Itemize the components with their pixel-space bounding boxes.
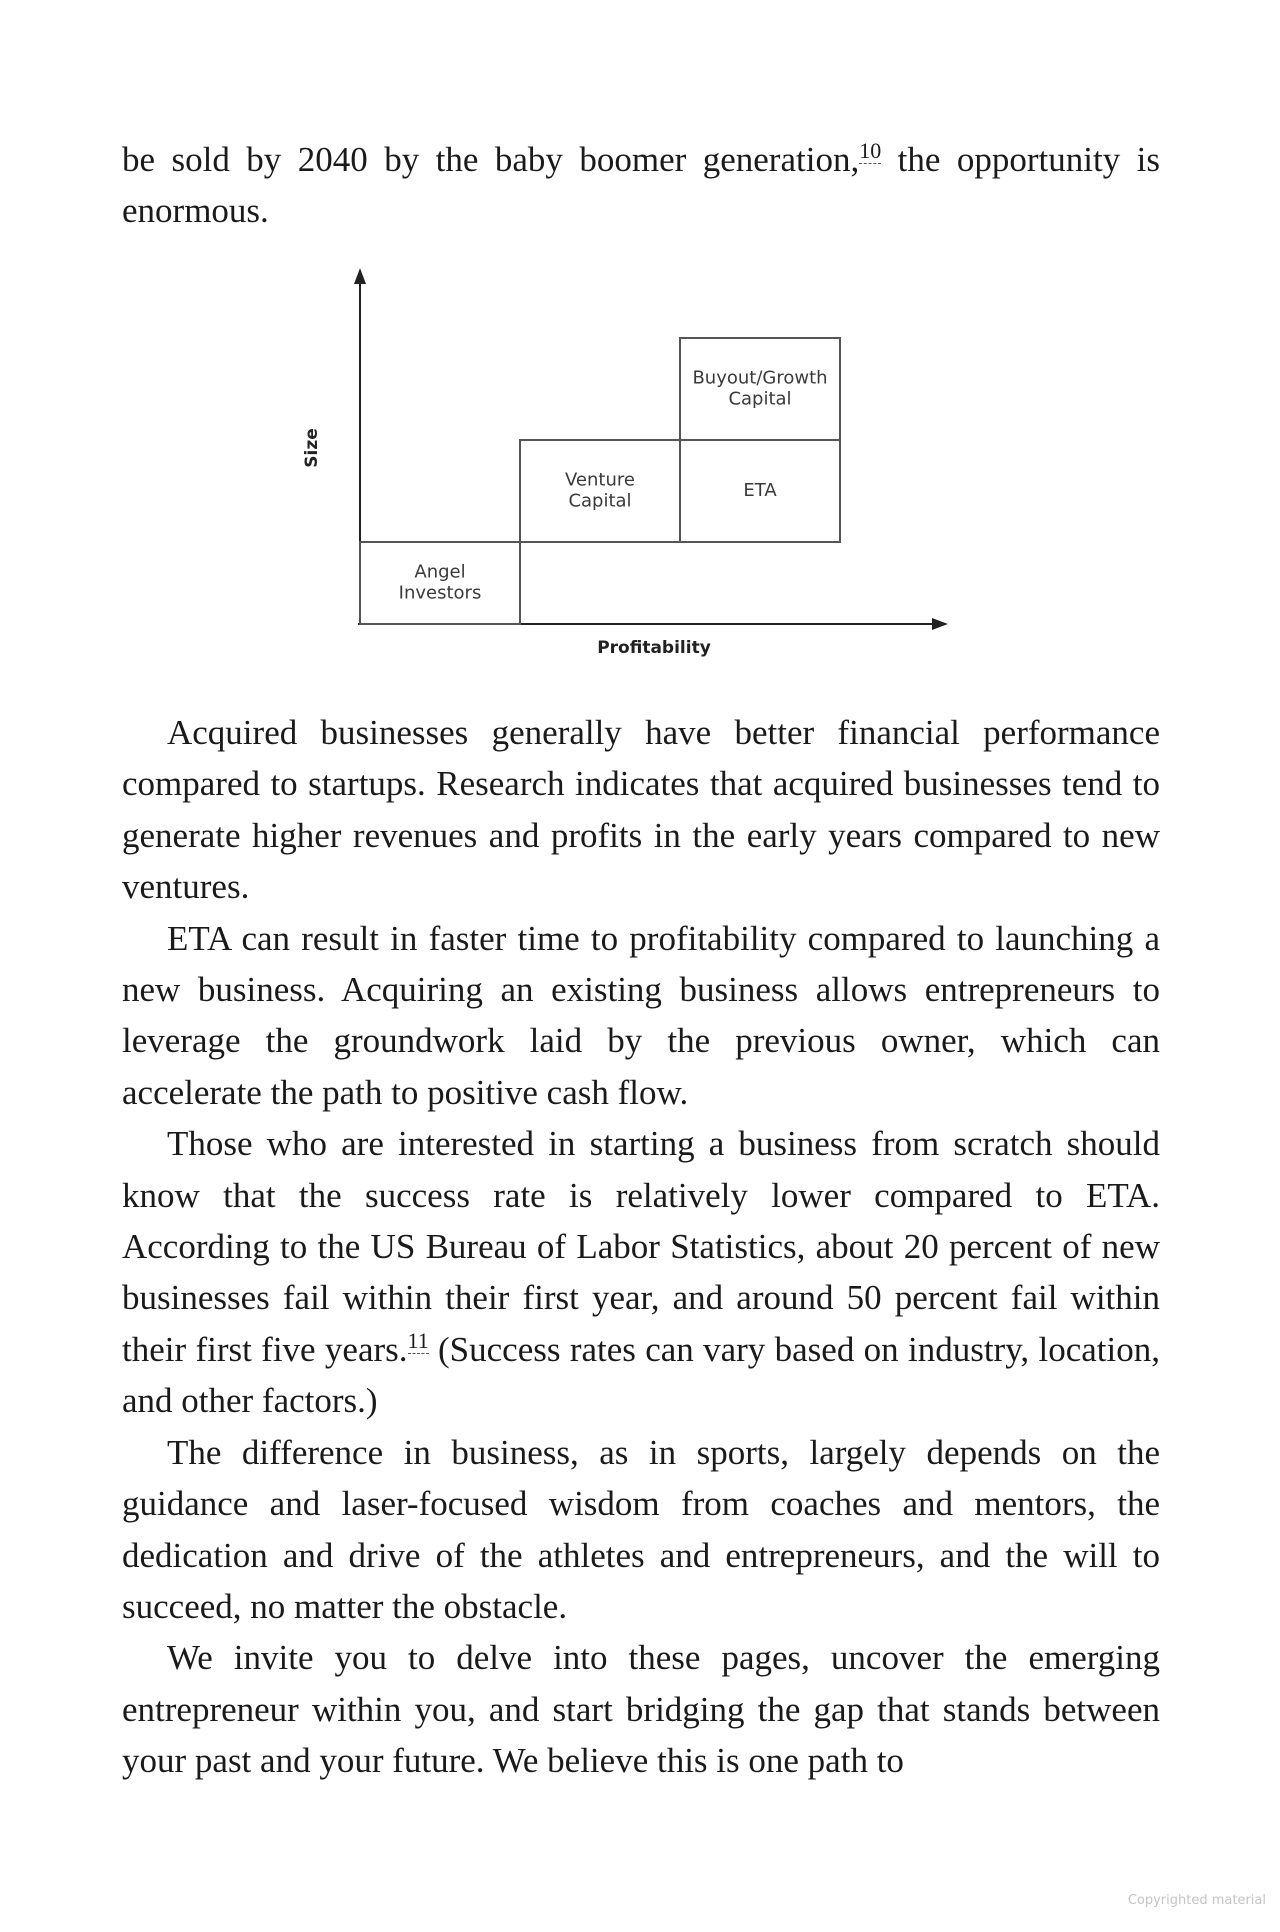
box-label-eta-line-1: ETA [743,480,777,501]
paragraph-4: The difference in business, as in sports, largely depends on the guidance and laser-focused wisdom from coaches and mentors, the dedication and drive of the athletes and entrepreneurs, and the will to succeed, no matter the obstacle. [122,1432,1160,1626]
box-label-buyout-growth-capital-line-2: Capital [728,388,792,410]
box-label-angel-investors-line-1: Angel [414,561,466,583]
x-axis-arrowhead [932,618,948,630]
intro-text-end: the opportunity is enormous. [122,140,1161,231]
y-axis-arrowhead [354,268,366,284]
paragraph-2: ETA can result in faster time to profitability compared to launching a new business. Acquiring an existing business allows entrepreneurs to leverage the groundwork laid by the previous owner, which can accelerate the path to positive cash flow. [122,918,1160,1112]
intro-paragraph [122,134,1160,237]
box-label-buyout-growth-capital-line-1: Buyout/Growth [692,367,828,389]
intro-text [122,134,1160,237]
capital-diagram [300,260,980,680]
paragraph-3 [122,1118,1160,1426]
box-label-venture-capital-line-1: Venture [565,469,635,491]
paragraph-5: We invite you to delve into these pages, uncover the emerging entrepreneur within you, and start bridging the gap that stands between your past and your future. We believe this is one path to [122,1638,1160,1781]
capital-diagram-svg [300,260,980,680]
intro-text-start: be sold by 2040 by the baby boomer generation, [122,140,860,179]
diagram-boxes [360,338,840,624]
footnote-ref-11[interactable]: 11 [407,1327,429,1353]
copyright-watermark: Copyrighted material [1127,1893,1266,1908]
x-axis-label: Profitability [597,638,711,658]
y-axis-label: Size [302,428,322,468]
footnote-ref-10[interactable]: 10 [859,138,882,163]
box-label-venture-capital-line-2: Capital [568,490,632,512]
paragraph-3-end: (Success rates can vary based on industry, location, and other factors.) [122,1329,1160,1421]
paragraph-3-start: Those who are interested in starting a business from scratch should know that the success rate is relatively lower compared to ETA. According to the US Bureau of Labor Statistics, about 20 percent of new businesses fail within their first year, and around 50 percent fail within their first five years. [122,1124,1160,1369]
body-text [122,707,1160,1787]
box-label-angel-investors-line-2: Investors [398,582,482,604]
paragraph-1: Acquired businesses generally have better financial performance compared to startups. Research indicates that acquired businesses tend to generate higher revenues and profits in the early years compared to new ventures. [122,713,1160,907]
